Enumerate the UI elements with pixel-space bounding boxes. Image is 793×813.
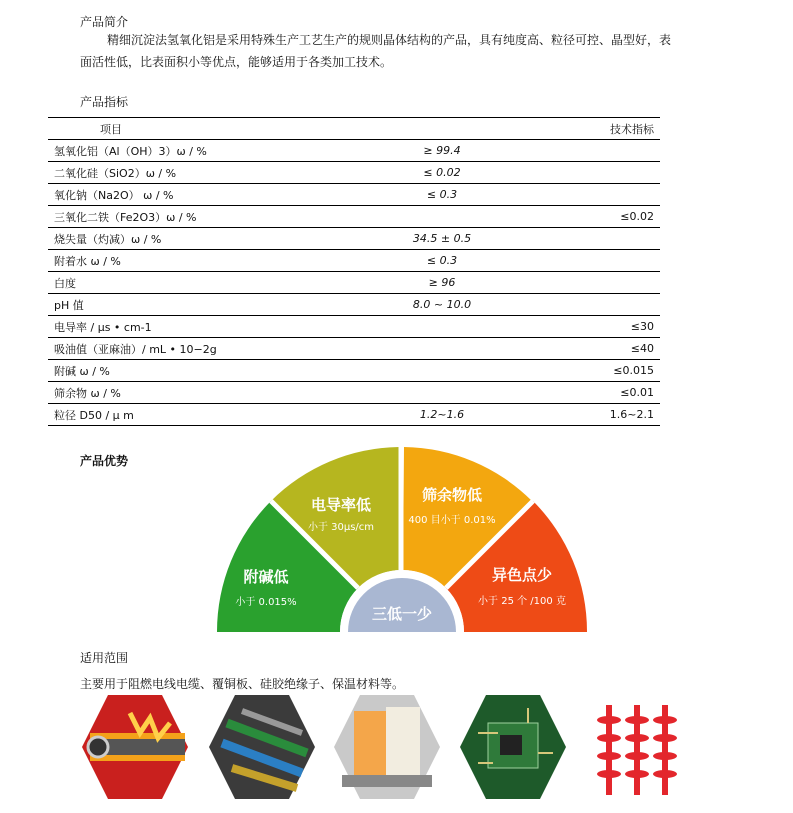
row-value: 8.0 ~ 10.0 [356, 294, 528, 316]
table-row [48, 338, 660, 360]
seg2-sub: 小于 30μs/cm [307, 522, 375, 533]
seg1-sub: 小于 0.015% [235, 597, 297, 608]
advantages-heading: 产品优势 [80, 454, 129, 468]
row-value: ≤ 0.02 [356, 162, 528, 184]
row-value [356, 360, 528, 382]
row-value [356, 382, 528, 404]
intro-heading: 产品简介 [80, 15, 129, 29]
table-row [48, 228, 660, 250]
row-value: 34.5 ± 0.5 [356, 228, 528, 250]
row-spec [528, 272, 660, 294]
board-image [332, 693, 442, 801]
row-item: 附着水 ω / % [48, 250, 356, 272]
table-row [48, 316, 660, 338]
row-value [356, 206, 528, 228]
row-value [356, 316, 528, 338]
row-spec [528, 184, 660, 206]
seg3-title: 筛余物低 [421, 486, 483, 504]
cable-image [80, 693, 190, 801]
row-spec: ≤0.02 [528, 206, 660, 228]
row-item: 筛余物 ω / % [48, 382, 356, 404]
row-item: 吸油值（亚麻油）/ mL • 10−2g [48, 338, 356, 360]
row-item: 三氧化二铁（Fe2O3）ω / % [48, 206, 356, 228]
intro-line-2: 面活性低，比表面积小等优点，能够适用于各类加工技术。 [80, 55, 393, 69]
row-item: 附碱 ω / % [48, 360, 356, 382]
row-item: pH 值 [48, 294, 356, 316]
seg2-title: 电导率低 [310, 496, 372, 514]
intro-line-1: 精细沉淀法氢氧化铝是采用特殊生产工艺生产的规则晶体结构的产品，具有纯度高、粒径可控、晶型好，表 [107, 33, 672, 47]
table-row [48, 404, 660, 426]
row-item: 烧失量（灼减）ω / % [48, 228, 356, 250]
row-value: ≥ 99.4 [356, 140, 528, 162]
center-label: 三低一少 [371, 605, 433, 623]
row-spec: ≤0.015 [528, 360, 660, 382]
table-row [48, 360, 660, 382]
application-heading: 适用范围 [80, 651, 129, 665]
wires-image [207, 693, 317, 801]
table-row [48, 162, 660, 184]
application-text: 主要用于阻燃电线电缆、覆铜板、硅胶绝缘子、保温材料等。 [80, 677, 405, 691]
row-spec [528, 140, 660, 162]
table-row [48, 206, 660, 228]
row-value: ≤ 0.3 [356, 184, 528, 206]
table-row [48, 294, 660, 316]
row-spec [528, 294, 660, 316]
row-spec [528, 250, 660, 272]
row-item: 氧化钠（Na2O） ω / % [48, 184, 356, 206]
seg1-title: 附碱低 [243, 568, 289, 586]
table-row [48, 140, 660, 162]
row-value: ≤ 0.3 [356, 250, 528, 272]
row-item: 氢氧化铝（Al（OH）3）ω / % [48, 140, 356, 162]
seg4-sub: 小于 25 个 /100 克 [478, 596, 566, 607]
table-row [48, 382, 660, 404]
table-row [48, 250, 660, 272]
row-value: ≥ 96 [356, 272, 528, 294]
table-row [48, 184, 660, 206]
advantages-gauge [214, 444, 590, 634]
table-header-row [48, 118, 660, 140]
row-item: 粒径 D50 / μ m [48, 404, 356, 426]
row-value: 1.2~1.6 [356, 404, 528, 426]
row-item: 白度 [48, 272, 356, 294]
seg3-sub: 400 目小于 0.01% [408, 515, 496, 526]
table-row [48, 272, 660, 294]
row-spec: ≤30 [528, 316, 660, 338]
row-spec [528, 162, 660, 184]
spec-heading: 产品指标 [80, 95, 129, 109]
pcb-image [458, 693, 568, 801]
row-spec [528, 228, 660, 250]
row-spec: ≤0.01 [528, 382, 660, 404]
row-spec: 1.6~2.1 [528, 404, 660, 426]
row-spec: ≤40 [528, 338, 660, 360]
col-item: 项目 [48, 118, 356, 140]
col-spec: 技术指标 [528, 118, 660, 140]
row-value [356, 338, 528, 360]
seg4-title: 异色点少 [491, 566, 553, 584]
row-item: 电导率 / μs • cm-1 [48, 316, 356, 338]
row-item: 二氧化硅（SiO2）ω / % [48, 162, 356, 184]
insulator-image [590, 700, 690, 800]
spec-table [48, 117, 660, 426]
